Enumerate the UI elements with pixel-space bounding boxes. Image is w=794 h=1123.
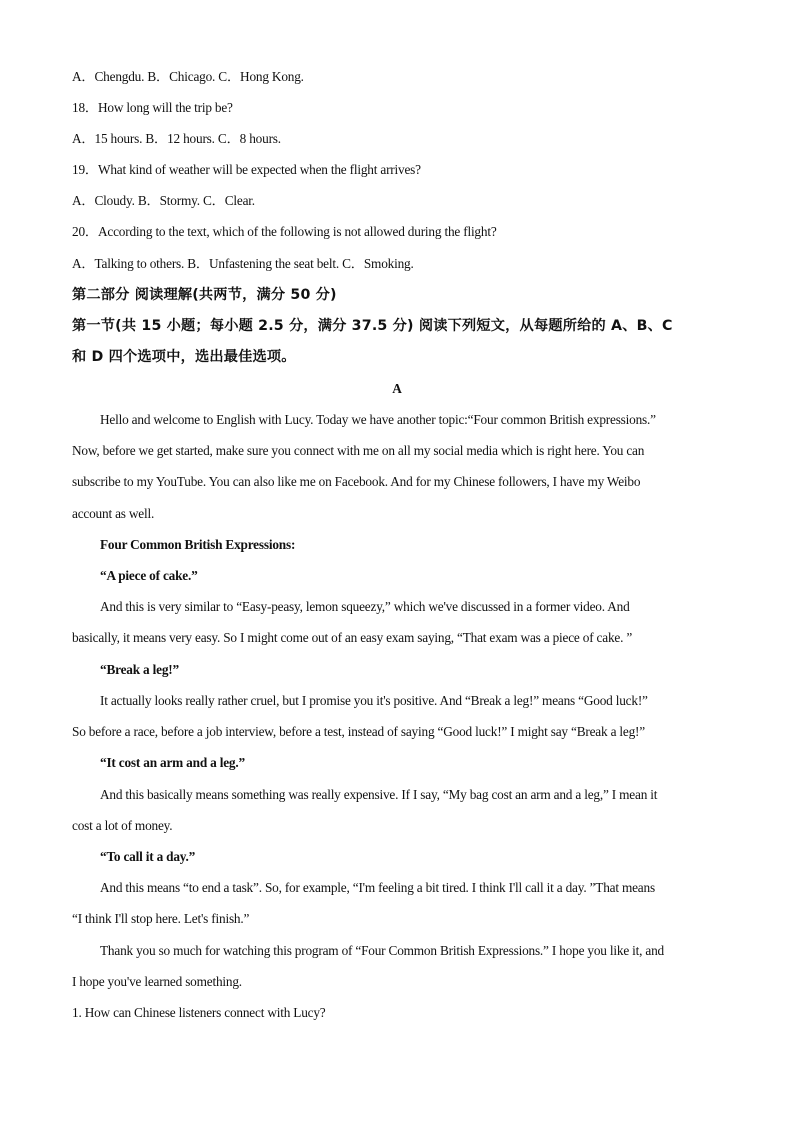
passage-paragraph: It actually looks really rather cruel, but I promise you it's positive. And “Break a leg!” means “Good luck!” [100,693,648,708]
q18-question: 18．How long will the trip be? [72,100,233,115]
passage-paragraph: And this means “to end a task”. So, for example, “I'm feeling a bit tired. I think I'll call it a day. ”That means [100,880,655,895]
passage-paragraph: Thank you so much for watching this program of “Four Common British Expressions.” I hope you like it, and [100,943,664,958]
passage-paragraph: Hello and welcome to English with Lucy. Today we have another topic:“Four common British expressions.” [100,412,656,427]
expression-heading: “Break a leg!” [100,662,179,677]
passage-line: “I think I'll stop here. Let's finish.” [72,911,250,926]
passage-paragraph: And this is very similar to “Easy-peasy, lemon squeezy,” which we've discussed in a former video. And [100,599,630,614]
passage-line: cost a lot of money. [72,818,173,833]
section1-instructions-cont: 和 D 四个选项中，选出最佳选项。 [72,349,296,365]
passage-line: So before a race, before a job interview, before a test, instead of saying “Good luck!” I might say “Break a leg!” [72,724,645,739]
passage-paragraph: And this basically means something was really expensive. If I say, “My bag cost an arm and a leg,” I mean it [100,787,658,802]
q19-question: 19．What kind of weather will be expected when the flight arrives? [72,162,421,177]
expression-heading: “A piece of cake.” [100,568,198,583]
passage-line: account as well. [72,506,155,521]
q20-options: A．Talking to others. B．Unfastening the seat belt. C．Smoking. [72,256,414,271]
q17-options: A．Chengdu. B．Chicago. C．Hong Kong. [72,69,304,84]
q20-question: 20．According to the text, which of the following is not allowed during the flight? [72,224,497,239]
passage-line: subscribe to my YouTube. You can also like me on Facebook. And for my Chinese followers, I have my Weibo [72,474,641,489]
section1-instructions: 第一节(共 15 小题；每小题 2.5 分，满分 37.5 分) 阅读下列短文，从每题所给的 A、B、C [72,318,673,334]
passage-line: I hope you've learned something. [72,974,242,989]
passage-subtitle: Four Common British Expressions: [100,537,296,552]
passage-line: basically, it means very easy. So I might come out of an easy exam saying, “That exam was a piece of cake. ” [72,630,633,645]
part2-heading: 第二部分 阅读理解(共两节，满分 50 分) [72,287,337,303]
passage-line: Now, before we get started, make sure you connect with me on all my social media which is right here. You can [72,443,645,458]
expression-heading: “To call it a day.” [100,849,196,864]
q19-options: A．Cloudy. B．Stormy. C．Clear. [72,193,255,208]
question-1: 1. How can Chinese listeners connect with Lucy? [72,1005,326,1020]
passage-letter: A [392,381,402,396]
q18-options: A．15 hours. B．12 hours. C．8 hours. [72,131,281,146]
expression-heading: “It cost an arm and a leg.” [100,755,245,770]
